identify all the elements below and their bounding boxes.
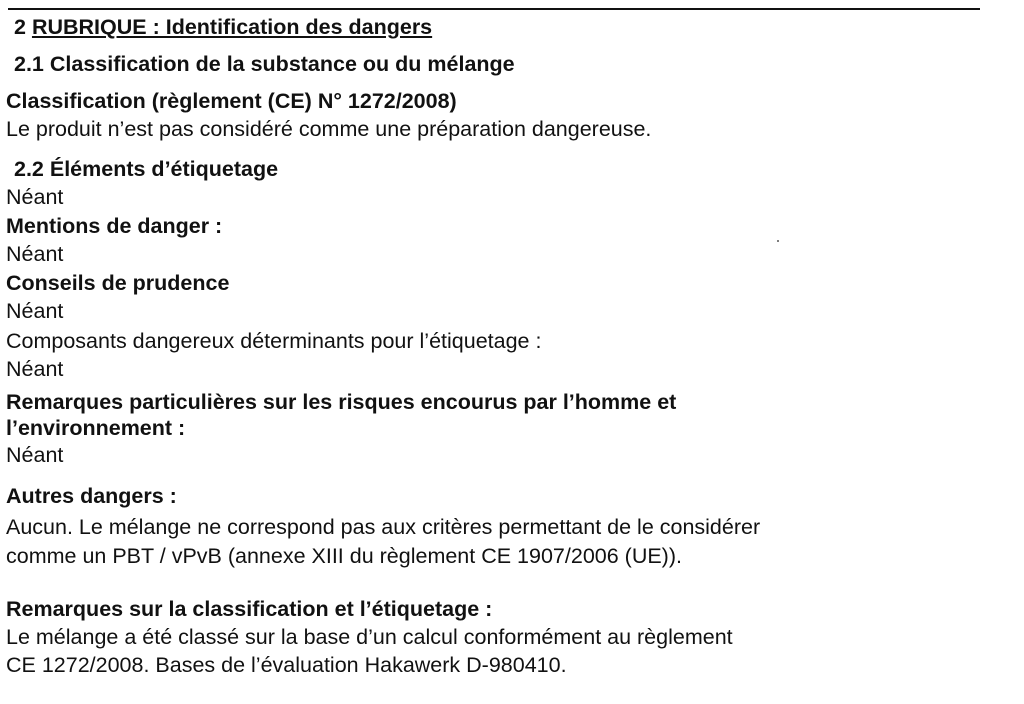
classification-label: Classification (règlement (CE) N° 1272/2008): [6, 89, 457, 113]
conseils-value: Néant: [6, 299, 64, 323]
remarques-classification-text-line1: Le mélange a été classé sur la base d’un calcul conformément au règlement: [6, 625, 733, 649]
autres-dangers-label: Autres dangers :: [6, 484, 177, 508]
conseils-label: Conseils de prudence: [6, 271, 230, 295]
labelling-value: Néant: [6, 185, 64, 209]
autres-dangers-text-line2: comme un PBT / vPvB (annexe XIII du règlement CE 1907/2006 (UE)).: [6, 544, 682, 568]
heading-2-1: 2.1 Classification de la substance ou du mélange: [14, 52, 515, 76]
remarques-classification-text-line2: CE 1272/2008. Bases de l’évaluation Hakawerk D-980410.: [6, 653, 567, 677]
scan-speck: [777, 240, 779, 242]
composants-label: Composants dangereux déterminants pour l’étiquetage :: [6, 329, 542, 353]
mentions-value: Néant: [6, 242, 64, 266]
remarques-classification-label: Remarques sur la classification et l’étiquetage :: [6, 597, 493, 621]
mentions-label: Mentions de danger :: [6, 214, 223, 238]
remarques-value: Néant: [6, 443, 64, 467]
section-heading: [14, 14, 432, 40]
section-number: 2: [14, 15, 26, 39]
section-title: RUBRIQUE : Identification des dangers: [31, 15, 433, 39]
heading-2-2: 2.2 Éléments d’étiquetage: [14, 157, 279, 181]
composants-value: Néant: [6, 357, 64, 381]
classification-text: Le produit n’est pas considéré comme une préparation dangereuse.: [6, 117, 652, 141]
remarques-label-line1: Remarques particulières sur les risques encourus par l’homme et: [6, 390, 677, 414]
remarques-label-line2: l’environnement :: [6, 416, 186, 440]
top-rule: [8, 8, 980, 10]
autres-dangers-text-line1: Aucun. Le mélange ne correspond pas aux critères permettant de le considérer: [6, 515, 761, 539]
